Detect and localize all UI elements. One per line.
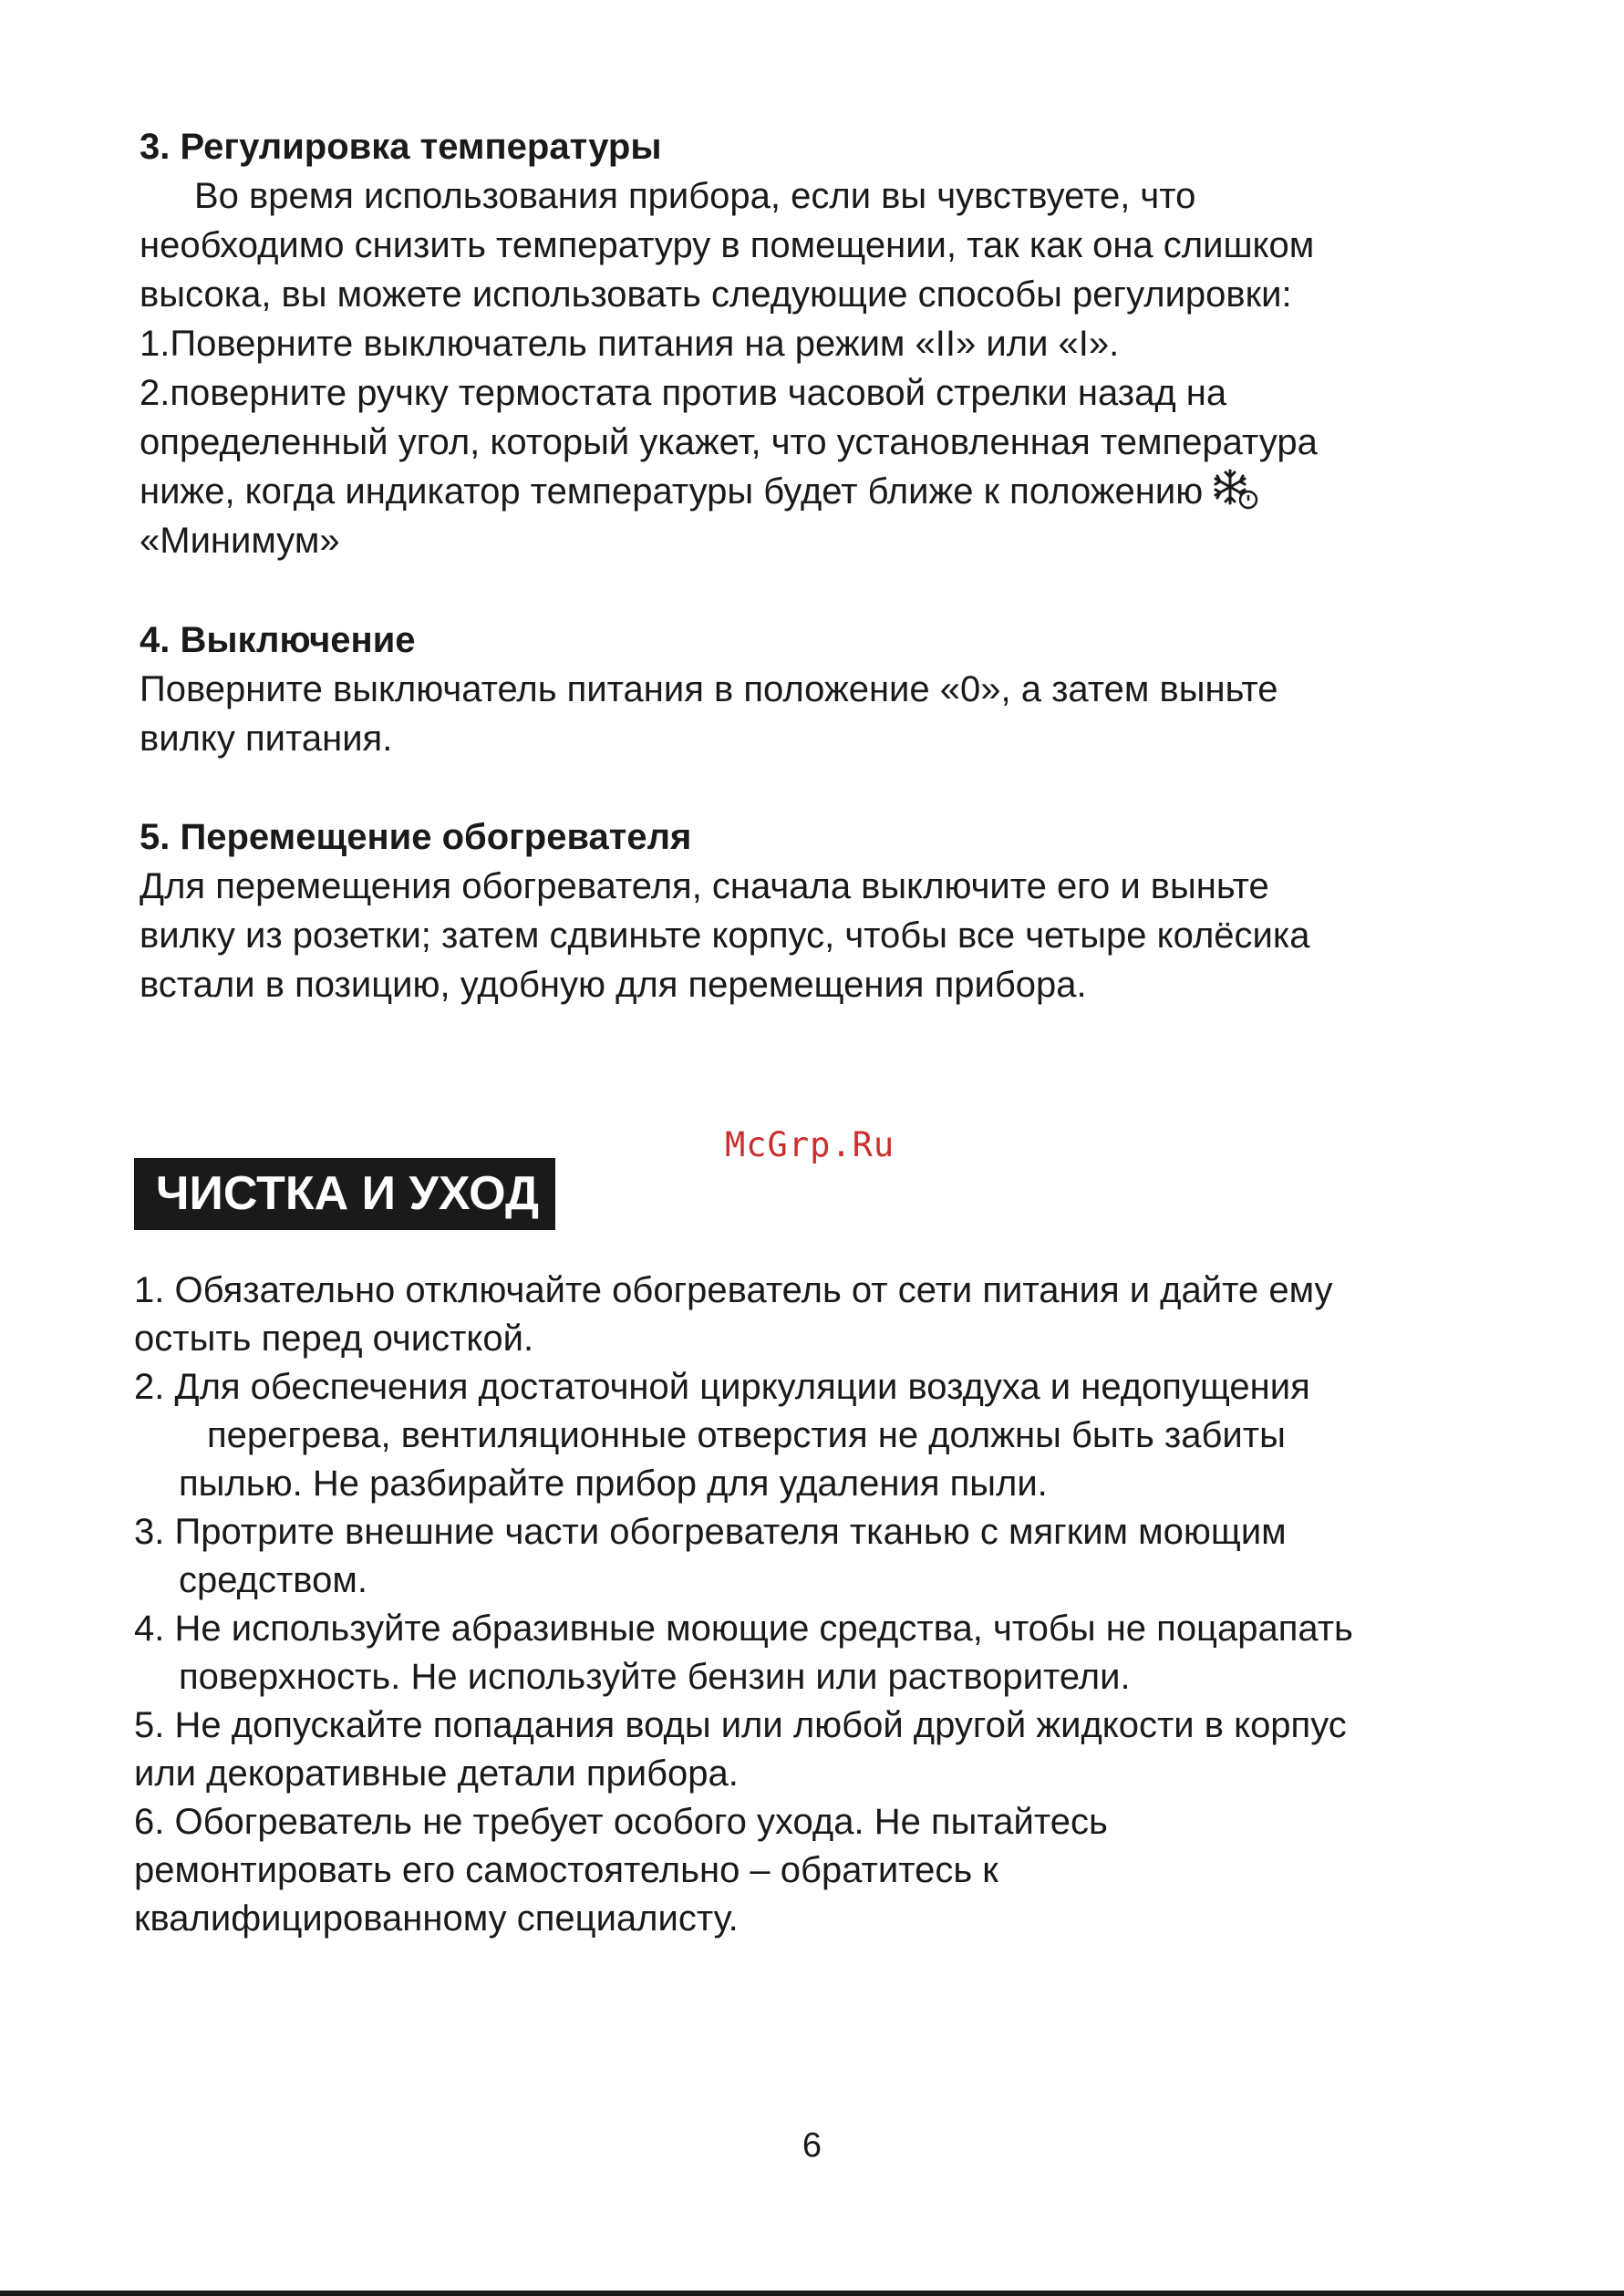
- list-item: [134, 1701, 1502, 1798]
- section-title: 3. Регулировка температуры: [140, 127, 662, 167]
- section-moving-heater: [140, 812, 1489, 1009]
- list-item: [134, 1798, 1502, 1943]
- paragraph-line: вилку из розетки; затем сдвиньте корпус, чтобы все четыре колёсика: [140, 915, 1310, 956]
- list-item-line: перегрева, вентиляционные отверстия не должны быть забиты: [207, 1415, 1286, 1455]
- paragraph-line: Для перемещения обогревателя, сначала выключите его и выньте: [140, 866, 1269, 906]
- list-item: [134, 1363, 1502, 1508]
- list-item: [134, 1267, 1502, 1363]
- list-item-line: 3. Протрите внешние части обогревателя тканью с мягким моющим: [134, 1512, 1287, 1552]
- paragraph-line: высока, вы можете использовать следующие способы регулировки:: [140, 274, 1292, 315]
- list-item-line: 4. Не используйте абразивные моющие средства, чтобы не поцарапать: [134, 1608, 1353, 1649]
- paragraph-line-with-icon: [140, 467, 1489, 516]
- list-item: [134, 1508, 1502, 1605]
- cleaning-care-list: [134, 1267, 1502, 1943]
- section-title: 5. Перемещение обогревателя: [140, 817, 692, 857]
- paragraph-line: встали в позицию, удобную для перемещения прибора.: [140, 965, 1087, 1005]
- list-item: [134, 1605, 1502, 1701]
- paragraph-line: необходимо снизить температуру в помещении, так как она слишком: [140, 225, 1315, 265]
- list-item-line: или декоративные детали прибора.: [134, 1753, 739, 1794]
- paragraph-line: «Минимум»: [140, 521, 340, 561]
- list-item-line: ремонтировать его самостоятельно – обратитесь к: [134, 1850, 998, 1890]
- list-item-line: 5. Не допускайте попадания воды или любой другой жидкости в корпус: [134, 1705, 1347, 1745]
- section-temperature-adjustment: [140, 122, 1489, 565]
- paragraph-line: 1.Поверните выключатель питания на режим «II» или «I».: [140, 324, 1120, 364]
- paragraph-line: вилку питания.: [140, 719, 393, 759]
- paragraph-line-text: ниже, когда индикатор температуры будет ближе к положению: [140, 471, 1204, 512]
- paragraph-line: определенный угол, который укажет, что установленная температура: [140, 422, 1318, 462]
- page-bottom-rule: [0, 2291, 1624, 2296]
- list-item-line: поверхность. Не используйте бензин или растворители.: [179, 1657, 1131, 1697]
- section-title: 4. Выключение: [140, 620, 416, 660]
- snowflake-timer-icon: [1212, 467, 1259, 511]
- list-item-line: пылью. Не разбирайте прибор для удаления пыли.: [179, 1463, 1048, 1504]
- paragraph-line: 2.поверните ручку термостата против часовой стрелки назад на: [140, 373, 1227, 413]
- list-item-line: остыть перед очисткой.: [134, 1319, 534, 1359]
- list-item-line: средством.: [179, 1560, 367, 1600]
- list-item-line: 1. Обязательно отключайте обогреватель от сети питания и дайте ему: [134, 1270, 1333, 1310]
- watermark-link[interactable]: McGrp.Ru: [725, 1125, 895, 1164]
- section-banner-cleaning: ЧИСТКА И УХОД: [134, 1158, 555, 1230]
- paragraph-line: Поверните выключатель питания в положение «0», а затем выньте: [140, 669, 1278, 709]
- list-item-line: 6. Обогреватель не требует особого ухода. Не пытайтесь: [134, 1802, 1108, 1842]
- page-number: 6: [802, 2126, 822, 2165]
- list-item-line: квалифицированному специалисту.: [134, 1898, 739, 1939]
- section-power-off: [140, 615, 1489, 763]
- paragraph-line: Во время использования прибора, если вы чувствуете, что: [194, 176, 1196, 216]
- list-item-line: 2. Для обеспечения достаточной циркуляции воздуха и недопущения: [134, 1367, 1310, 1407]
